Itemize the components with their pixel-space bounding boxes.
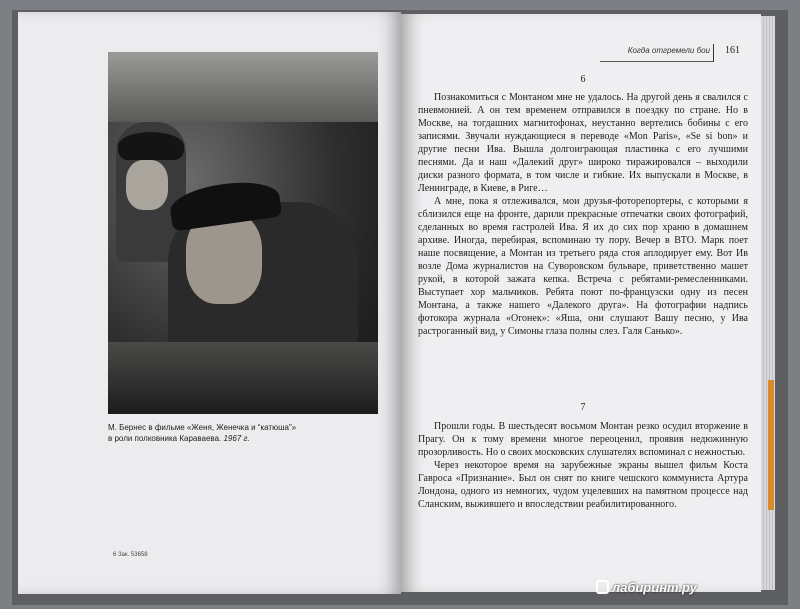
section-7-paragraph-2: Через некоторое время на зарубежные экраны вышел фильм Коста Гавроса «Признание». Был он снят по книге чешского коммуниста Артура Лондона, одного из немногих, чудом уцелевших на памятном процессе над Сланским, выжившего и впоследствии реабилитированного. (418, 460, 748, 510)
page-number: 161 (725, 45, 740, 56)
left-page-footer: 6 Зак. 53658 (113, 552, 148, 558)
photo-caption (108, 422, 380, 444)
header-title: Когда отгремели бои (627, 46, 710, 55)
caption-role: в роли полковника Караваева. (108, 434, 222, 443)
section-6-number: 6 (580, 74, 586, 85)
section-6-text (418, 91, 748, 338)
running-header (600, 44, 740, 62)
section-7-number: 7 (580, 402, 586, 413)
watermark-text: лабиринт.ру (612, 580, 697, 595)
caption-line-2 (108, 433, 380, 444)
header-separator (713, 44, 714, 62)
section-6-paragraph-2: А мне, пока я отлеживался, мои друзья-фоторепортеры, с которыми я сблизился еще на фронте, дарили прекрасные отпечатки своих фотографий, сделанных во время гастролей Ива. Я их до сих пор храню в домашнем архиве. Иногда, перебирая, вспоминаю ту пору. Вечер в ВТО. Марк поет наше посвящение, а Монтан из третьего ряда стоя аплодирует ему. Вот Ив возле Дома журналистов на Суворовском бульваре, приветственно машет рукой, в которой зажата кепка. Встреча с ребятами-ремесленниками. Выступает хор мальчиков. Ребята поют по-французски одну из песен Монтана, а также нашего «Далекого друга». На фотографии надпись фотокора журнала «Огонек»: «Яша, они слушают Вашу песню, у Ива растроганный вид, у Симоны глаза полны слез. Галя Санько». (418, 196, 748, 337)
section-7-paragraph-1: Прошли годы. В шестьдесят восьмом Монтан резко осудил вторжение в Прагу. Он к тому времени многое переоценил, проявив недюжинную прозорливость. Но о своих московских слушателях вспоминал с нежностью. (418, 421, 748, 458)
photo-face-back (126, 160, 168, 210)
film-still-photo (108, 52, 378, 414)
photo-vehicle (108, 342, 378, 414)
bookmark-ribbon (768, 380, 774, 510)
watermark-icon (596, 580, 609, 594)
caption-year: 1967 г. (223, 434, 250, 443)
section-7-text (418, 420, 748, 511)
section-6-paragraph-1: Познакомиться с Монтаном мне не удалось. На другой день я свалился с пневмонией. А он тем временем отправился в поездку по стране. Но в Москве, на тогдашних магнитофонах, неустанно вертелись бобины с его записями. Звучали нуждающиеся в переводе «Mon Paris», «Se si bon» и другие песни Ива. Вышла долгоиграющая пластинка с его лучшими песнями. Да и наш «Далекий друг» широко тиражировался – выходили диски разного формата, в том числе и гибкие. Их выпускали в Москве, в Ленинграде, в Киеве, в Риге… (418, 92, 748, 194)
photo-cap-back (118, 132, 184, 160)
caption-line-1: М. Бернес в фильме «Женя, Женечка и “катюша”» (108, 423, 297, 432)
header-rule (600, 61, 713, 62)
photo-sky (108, 52, 378, 122)
